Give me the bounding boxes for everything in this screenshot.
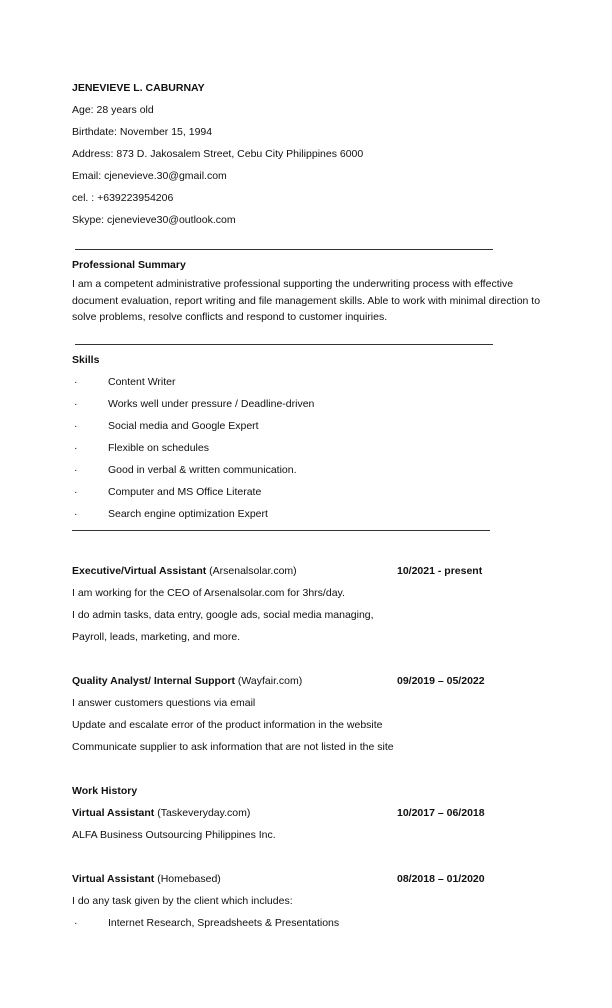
job-title: Virtual Assistant xyxy=(72,872,155,885)
skills-heading: Skills xyxy=(72,353,100,366)
job-dates: 10/2021 - present xyxy=(397,564,483,577)
job-detail: I do admin tasks, data entry, google ads, social media managing, xyxy=(72,608,374,621)
section-divider xyxy=(75,344,493,346)
age-line: Age: 28 years old xyxy=(72,104,154,116)
job-header xyxy=(72,560,552,582)
bullet-dot: · xyxy=(74,916,78,929)
job-detail: ALFA Business Outsourcing Philippines Inc. xyxy=(72,828,276,841)
skill-item: · Search engine optimization Expert xyxy=(72,503,552,525)
skill-item: · Computer and MS Office Literate xyxy=(72,481,552,503)
bullet-dot: · xyxy=(74,375,78,388)
applicant-name: JENEVIEVE L. CABURNAY xyxy=(72,82,205,94)
job-title: Executive/Virtual Assistant xyxy=(72,564,207,577)
job-dates: 09/2019 – 05/2022 xyxy=(397,674,485,687)
skype-line: Skype: cjenevieve30@outlook.com xyxy=(72,214,236,226)
cel-line: cel. : +639223954206 xyxy=(72,192,174,204)
job-company: (Homebased) xyxy=(154,872,221,885)
address-line: Address: 873 D. Jakosalem Street, Cebu City Philippines 6000 xyxy=(72,148,364,160)
section-divider xyxy=(75,249,493,251)
skill-item: · Content Writer xyxy=(72,371,552,393)
job-detail: I am working for the CEO of Arsenalsolar.com for 3hrs/day. xyxy=(72,586,345,599)
job-detail: Payroll, leads, marketing, and more. xyxy=(72,630,241,643)
birthdate-line: Birthdate: November 15, 1994 xyxy=(72,126,213,138)
job-header xyxy=(72,868,552,890)
job-detail: I answer customers questions via email xyxy=(72,696,256,709)
job-dates: 10/2017 – 06/2018 xyxy=(397,806,485,819)
skill-item: · Good in verbal & written communication. xyxy=(72,459,552,481)
job-detail: I do any task given by the client which includes: xyxy=(72,894,293,907)
job-dates: 08/2018 – 01/2020 xyxy=(397,872,485,885)
skill-item: · Works well under pressure / Deadline-driven xyxy=(72,393,552,415)
job-title: Virtual Assistant xyxy=(72,806,155,819)
job-detail: Update and escalate error of the product information in the website xyxy=(72,718,383,731)
resume-page xyxy=(72,77,552,934)
email-line: Email: cjenevieve.30@gmail.com xyxy=(72,170,227,182)
job-company: (Wayfair.com) xyxy=(234,674,303,687)
job-company: (Arsenalsolar.com) xyxy=(206,564,297,577)
bullet-dot: · xyxy=(74,507,78,520)
skill-item: · Social media and Google Expert xyxy=(72,415,552,437)
job-header xyxy=(72,802,552,824)
bullet-dot: · xyxy=(74,397,78,410)
job-bullet: · Internet Research, Spreadsheets & Presentations xyxy=(72,912,552,934)
summary-heading: Professional Summary xyxy=(72,259,186,271)
summary-text: I am a competent administrative professional supporting the underwriting process with effective document evaluation, report writing and file management skills. Able to work with minimal direction to solve problems, resolve conflicts and respond to customer inquiries. xyxy=(72,278,541,323)
work-history-heading: Work History xyxy=(72,784,138,797)
bullet-dot: · xyxy=(74,485,78,498)
job-company: (Taskeveryday.com) xyxy=(154,806,251,819)
job-title: Quality Analyst/ Internal Support xyxy=(72,674,235,687)
job-detail: Communicate supplier to ask information that are not listed in the site xyxy=(72,740,394,753)
skill-item: · Flexible on schedules xyxy=(72,437,552,459)
bullet-dot: · xyxy=(74,441,78,454)
job-header xyxy=(72,670,552,692)
bullet-dot: · xyxy=(74,463,78,476)
bullet-dot: · xyxy=(74,419,78,432)
